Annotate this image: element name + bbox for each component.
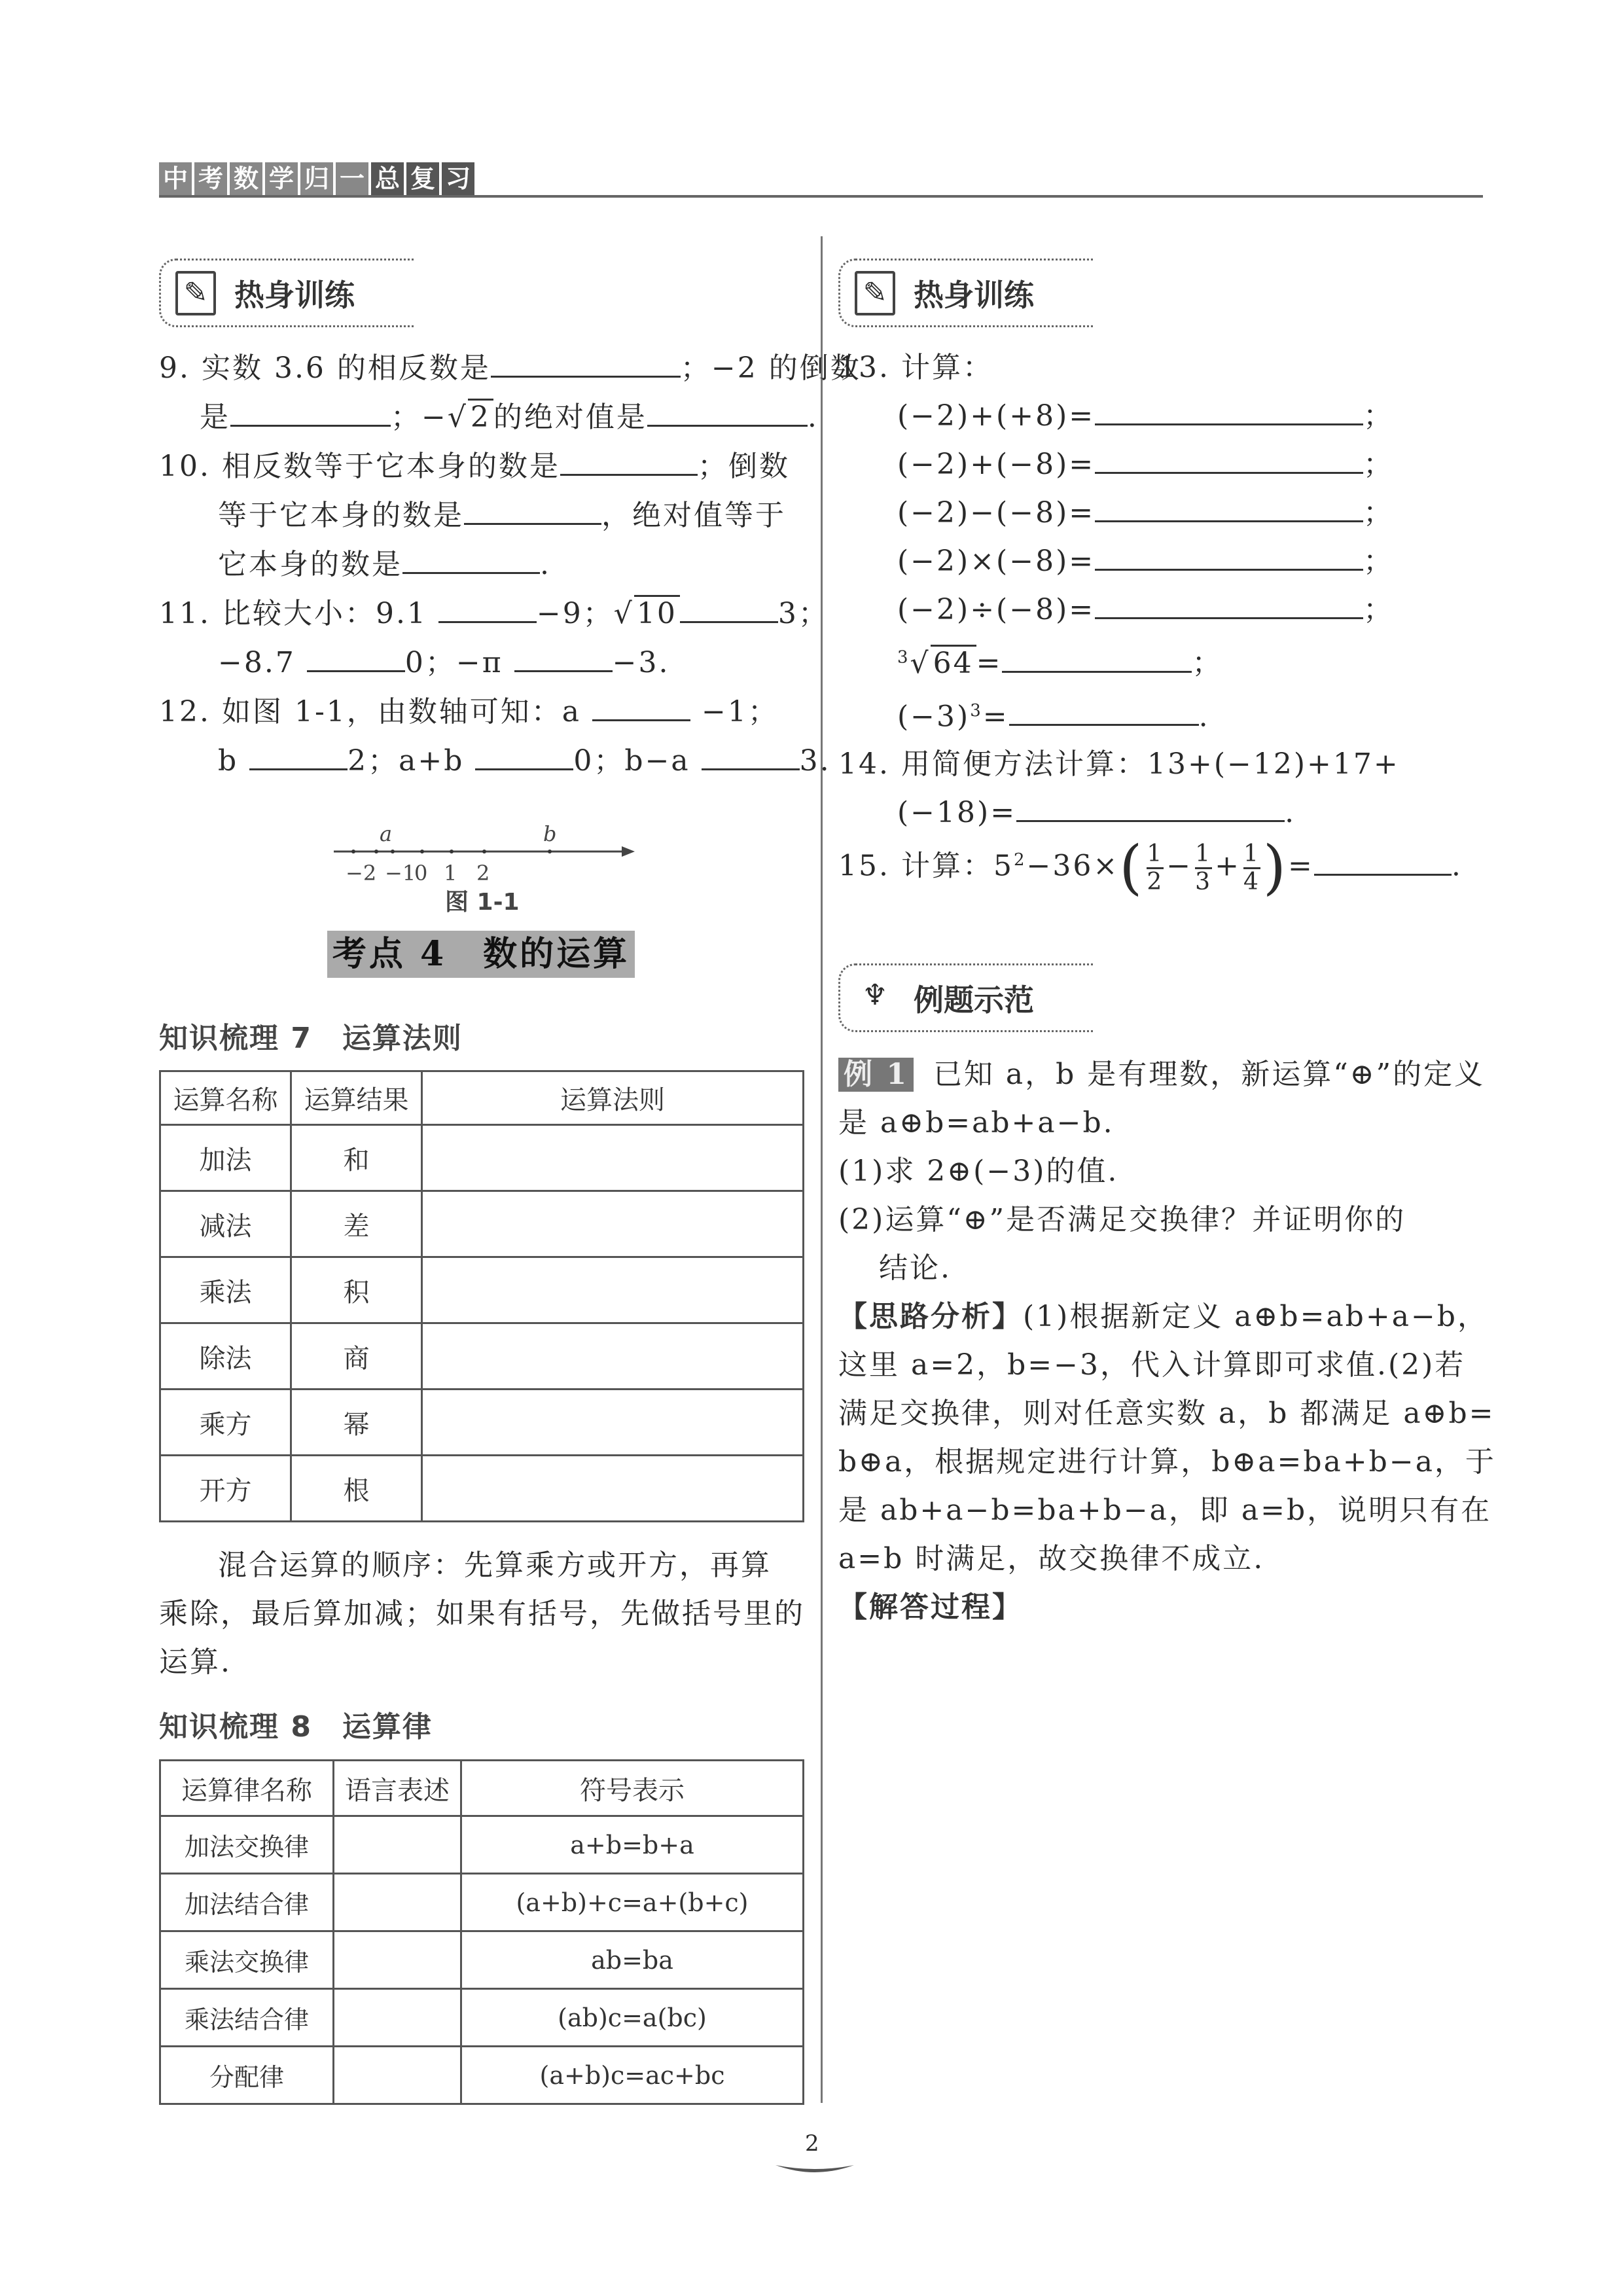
point-b-label: b — [543, 821, 557, 846]
text-line — [838, 344, 1486, 391]
text-segment: (−2)×(−8)= — [897, 545, 1096, 578]
text-segment: 10. 相反数等于它本身的数是 — [159, 450, 560, 483]
text-line — [838, 537, 1486, 585]
example-label: 例 1 — [838, 1058, 914, 1092]
text-line — [838, 740, 1486, 788]
answer-blank[interactable] — [1095, 488, 1363, 522]
text-line — [838, 1293, 1486, 1341]
table-cell — [334, 1989, 461, 2047]
example-badge — [838, 963, 1094, 1032]
table-row — [160, 1125, 804, 1191]
table-cell: 加法交换律 — [160, 1816, 334, 1874]
text-segment: ； — [1363, 448, 1395, 481]
table-row — [160, 1456, 804, 1522]
text-segment: (1)求 2⊕(−3)的值. — [838, 1155, 1119, 1188]
text-segment: b — [218, 744, 250, 778]
table-row — [160, 1191, 804, 1257]
text-line — [838, 1147, 1486, 1196]
point-marker — [548, 850, 552, 853]
mixed-operation-paragraph — [159, 1541, 807, 1687]
table-cell: 分配律 — [160, 2047, 334, 2104]
warmup-questions-left — [159, 344, 861, 785]
book-header-title — [159, 162, 474, 195]
text-line — [838, 1341, 1486, 1390]
section-heading-8: 知识梳理 8 运算律 — [159, 1710, 433, 1744]
text-segment: 0；−π — [404, 646, 514, 679]
answer-blank[interactable] — [1095, 585, 1363, 619]
text-segment: −9； — [536, 597, 614, 630]
example-badge-title: 例题示范 — [914, 982, 1034, 1018]
text-segment: − — [1166, 849, 1193, 883]
text-line — [838, 1438, 1496, 1486]
table-header-cell: 运算律名称 — [160, 1761, 334, 1816]
table-cell — [334, 1816, 461, 1874]
answer-blank[interactable] — [1002, 639, 1192, 673]
answer-blank[interactable] — [1095, 537, 1363, 571]
table-cell — [334, 2047, 461, 2104]
answer-blank[interactable] — [514, 638, 613, 672]
text-line — [838, 833, 1486, 903]
table-cell: 积 — [291, 1257, 422, 1323]
table-cell: 乘法 — [160, 1257, 291, 1323]
operation-laws-table — [159, 1759, 804, 2105]
answer-blank[interactable] — [680, 589, 778, 623]
table-row — [160, 1931, 804, 1989]
cube-root-expression: $^3$√64 — [897, 647, 976, 680]
text-segment: (1)根据新定义 a⊕b=ab+a−b， — [1023, 1300, 1488, 1333]
warmup-title: 热身训练 — [914, 277, 1034, 313]
answer-blank[interactable] — [1095, 440, 1363, 474]
text-line — [838, 488, 1486, 537]
warmup-badge-right — [838, 259, 1094, 327]
table-cell — [422, 1390, 804, 1456]
table-cell: 减法 — [160, 1191, 291, 1257]
point-marker — [374, 850, 378, 853]
text-segment: (2)运算“⊕”是否满足交换律？并证明你的 — [838, 1203, 1406, 1236]
text-segment: 它本身的数是 — [218, 548, 402, 581]
text-segment: 已知 a，b 是有理数，新运算“⊕”的定义 — [933, 1058, 1486, 1091]
text-line — [838, 1486, 1492, 1535]
topic-banner: 考点 4 数的运算 — [327, 931, 635, 978]
text-line — [159, 540, 804, 589]
header-char: 归 — [300, 162, 333, 195]
point-a-label: a — [380, 821, 393, 846]
table-row — [160, 2047, 804, 2104]
table-cell: (ab)c=a(bc) — [461, 1989, 804, 2047]
answer-blank[interactable] — [230, 393, 391, 427]
table-cell: a+b=b+a — [461, 1816, 804, 1874]
text-line — [838, 687, 1486, 741]
text-line — [838, 1583, 1486, 1632]
text-segment: 11. 比较大小：9.1 — [159, 597, 438, 630]
warmup-questions-right — [838, 344, 1486, 903]
tick-label: −1 — [385, 861, 416, 886]
text-line — [838, 1244, 1486, 1293]
text-segment: 0；b−a — [573, 744, 702, 778]
table-cell: 乘法结合律 — [160, 1989, 334, 2047]
text-segment: (−3) — [897, 700, 971, 734]
text-line — [159, 589, 829, 638]
table-cell: (a+b)c=ac+bc — [461, 2047, 804, 2104]
text-line — [838, 1099, 1486, 1147]
table-cell — [422, 1456, 804, 1522]
table-cell: 除法 — [160, 1323, 291, 1390]
table-cell: 幂 — [291, 1390, 422, 1456]
table-header-cell: 运算名称 — [160, 1071, 291, 1125]
text-segment: = — [976, 646, 1003, 680]
figure-caption: 图 1-1 — [445, 889, 520, 916]
text-segment: . — [807, 401, 819, 434]
text-line — [838, 440, 1486, 488]
table-cell: 加法结合律 — [160, 1874, 334, 1931]
text-line — [159, 687, 804, 736]
text-segment: 的绝对值是 — [493, 401, 647, 434]
page-swoosh-ornament — [772, 2160, 857, 2179]
paragraph-line: 混合运算的顺序：先算乘方或开方，再算 — [218, 1549, 772, 1582]
fraction: $\frac{1}{2}$ — [1147, 840, 1164, 895]
answer-blank[interactable] — [647, 393, 808, 427]
table-cell: 乘法交换律 — [160, 1931, 334, 1989]
table-cell: 乘方 — [160, 1390, 291, 1456]
text-segment: 2；a+b — [348, 744, 476, 778]
fraction: $\frac{1}{3}$ — [1195, 840, 1213, 895]
big-parenthesis: ( — [1119, 833, 1145, 903]
answer-blank[interactable] — [307, 638, 405, 672]
table-cell: 加法 — [160, 1125, 291, 1191]
text-line — [838, 1390, 1495, 1438]
text-segment: (−18)= — [897, 796, 1017, 830]
tick-mark — [420, 850, 424, 853]
table-row — [160, 1390, 804, 1456]
paragraph-line: 乘除，最后算加减；如果有括号，先做括号里的 — [159, 1597, 805, 1630]
table-row — [160, 1989, 804, 2047]
text-line — [838, 1050, 1486, 1099]
header-char: 复 — [406, 162, 439, 195]
answer-blank[interactable] — [1009, 692, 1199, 726]
text-segment: 12. 如图 1-1，由数轴可知：a — [159, 695, 593, 728]
exponent: 2 — [1013, 850, 1027, 870]
text-segment: a=b 时满足，故交换律不成立. — [838, 1542, 1265, 1575]
text-segment: (−2)+(−8)= — [897, 448, 1096, 481]
table-header-cell: 符号表示 — [461, 1761, 804, 1816]
table-cell — [334, 1874, 461, 1931]
table-cell — [422, 1257, 804, 1323]
fraction: $\frac{1}{4}$ — [1243, 840, 1260, 895]
table-cell: 根 — [291, 1456, 422, 1522]
pencil-note-icon: ✎ — [855, 271, 895, 315]
exponent: 3 — [970, 700, 983, 721]
answer-blank[interactable] — [464, 491, 601, 525]
table-header-cell: 运算法则 — [422, 1071, 804, 1125]
table-cell: 开方 — [160, 1456, 291, 1522]
answer-blank[interactable] — [475, 736, 573, 770]
table-cell — [422, 1191, 804, 1257]
text-segment: . — [1285, 796, 1296, 830]
answer-blank[interactable] — [438, 589, 537, 623]
text-segment: 9. 实数 3.6 的相反数是 — [159, 351, 491, 385]
text-segment: −3. — [612, 646, 670, 679]
paragraph-line: 运算. — [159, 1645, 232, 1679]
header-char: 总 — [371, 162, 404, 195]
text-segment: . — [540, 548, 551, 581]
warmup-badge-left — [159, 259, 414, 327]
lamp-icon: ♆ — [862, 978, 888, 1012]
header-char: 中 — [159, 162, 192, 195]
bracket-heading: 【思路分析】 — [838, 1300, 1023, 1333]
text-line — [838, 391, 1486, 440]
table-cell: 差 — [291, 1191, 422, 1257]
tick-mark — [391, 850, 395, 853]
number-line-arrow — [622, 846, 635, 857]
answer-blank[interactable] — [592, 687, 690, 721]
text-segment: ； — [1363, 545, 1395, 578]
table-cell — [422, 1323, 804, 1390]
table-row — [160, 1257, 804, 1323]
text-segment: 这里 a=2，b=−3，代入计算即可求值.(2)若 — [838, 1348, 1466, 1382]
text-segment: (−2)+(+8)= — [897, 399, 1096, 433]
header-char: 数 — [230, 162, 262, 195]
table-cell: 和 — [291, 1125, 422, 1191]
sqrt-expression: √10 — [614, 595, 680, 630]
text-segment: 3； — [777, 597, 829, 630]
text-segment: (−2)−(−8)= — [897, 496, 1096, 529]
text-line — [159, 344, 861, 393]
text-segment: 14. 用简便方法计算：13+(−12)+17+ — [838, 747, 1400, 781]
table-header-cell: 运算结果 — [291, 1071, 422, 1125]
answer-blank[interactable] — [702, 736, 800, 770]
section-heading-7: 知识梳理 7 运算法则 — [159, 1022, 463, 1055]
text-segment: −36× — [1026, 849, 1120, 883]
text-segment: + — [1215, 849, 1241, 883]
text-segment: ；−2 的倒数 — [680, 351, 861, 385]
text-segment: −8.7 — [218, 646, 307, 679]
header-rule — [159, 195, 1483, 198]
text-line — [838, 585, 1486, 634]
text-segment: 3. — [799, 744, 831, 778]
text-segment: 是 a⊕b=ab+a−b. — [838, 1106, 1115, 1139]
header-char: 考 — [194, 162, 227, 195]
tick-label: 2 — [476, 861, 490, 886]
warmup-title: 热身训练 — [234, 277, 355, 313]
text-segment: ，绝对值等于 — [601, 499, 786, 532]
answer-blank[interactable] — [560, 442, 698, 476]
header-char: 习 — [442, 162, 474, 195]
text-segment: (−2)÷(−8)= — [897, 593, 1096, 626]
text-segment: 15. 计算：5 — [838, 849, 1014, 883]
text-segment: ；倒数 — [697, 450, 790, 483]
tick-mark — [482, 850, 486, 853]
number-line-figure — [327, 821, 641, 887]
table-cell: ab=ba — [461, 1931, 804, 1989]
table-cell — [334, 1931, 461, 1989]
table-header-cell: 语言表述 — [334, 1761, 461, 1816]
page-number: 2 — [805, 2130, 819, 2157]
text-segment: b⊕a，根据规定进行计算，b⊕a=ba+b−a，于 — [838, 1445, 1496, 1479]
text-segment: 等于它本身的数是 — [218, 499, 464, 532]
bracket-heading: 【解答过程】 — [838, 1590, 1023, 1624]
text-segment: ； — [1363, 593, 1395, 626]
tick-mark — [450, 850, 454, 853]
text-line — [838, 788, 1486, 836]
tick-mark — [351, 850, 355, 853]
pencil-note-icon: ✎ — [175, 271, 216, 315]
text-segment: . — [1451, 849, 1463, 883]
text-segment: ； — [1363, 496, 1395, 529]
text-line — [159, 393, 819, 442]
text-segment: 是 ab+a−b=ba+b−a，即 a=b，说明只有在 — [838, 1494, 1492, 1527]
text-line — [159, 442, 804, 491]
header-char: 一 — [336, 162, 368, 195]
example-1 — [838, 1050, 1496, 1632]
table-cell: (a+b)+c=a+(b+c) — [461, 1874, 804, 1931]
text-segment: −1； — [690, 695, 779, 728]
answer-blank[interactable] — [1314, 842, 1452, 876]
text-segment: 结论. — [879, 1251, 952, 1285]
text-line — [838, 1535, 1486, 1583]
text-segment: = — [982, 700, 1009, 734]
big-parenthesis: ) — [1262, 833, 1288, 903]
text-segment: 13. 计算： — [838, 351, 993, 384]
text-segment: ；− — [391, 401, 448, 434]
operation-rules-table — [159, 1070, 804, 1522]
answer-blank[interactable] — [249, 736, 348, 770]
tick-label: 1 — [444, 861, 457, 886]
text-line — [159, 736, 831, 785]
table-cell — [422, 1125, 804, 1191]
table-row — [160, 1816, 804, 1874]
text-segment: = — [1287, 849, 1314, 883]
header-char: 学 — [265, 162, 298, 195]
text-segment: 是 — [200, 401, 230, 434]
text-segment: . — [1198, 700, 1210, 734]
table-row — [160, 1323, 804, 1390]
tick-label: −2 — [346, 861, 377, 886]
table-cell: 商 — [291, 1323, 422, 1390]
text-line — [159, 491, 804, 540]
answer-blank[interactable] — [1016, 788, 1285, 822]
tick-label: 0 — [414, 861, 428, 886]
answer-blank[interactable] — [491, 344, 681, 378]
text-segment: 满足交换律，则对任意实数 a，b 都满足 a⊕b= — [838, 1397, 1495, 1430]
answer-blank[interactable] — [1095, 391, 1363, 425]
text-line — [838, 1196, 1486, 1244]
text-line — [838, 634, 1486, 687]
text-segment: ； — [1192, 646, 1223, 680]
text-line — [159, 638, 804, 687]
column-divider — [821, 236, 823, 2103]
sqrt-expression: √2 — [448, 399, 493, 434]
answer-blank[interactable] — [402, 540, 540, 574]
text-segment: ； — [1363, 399, 1395, 433]
table-row — [160, 1874, 804, 1931]
